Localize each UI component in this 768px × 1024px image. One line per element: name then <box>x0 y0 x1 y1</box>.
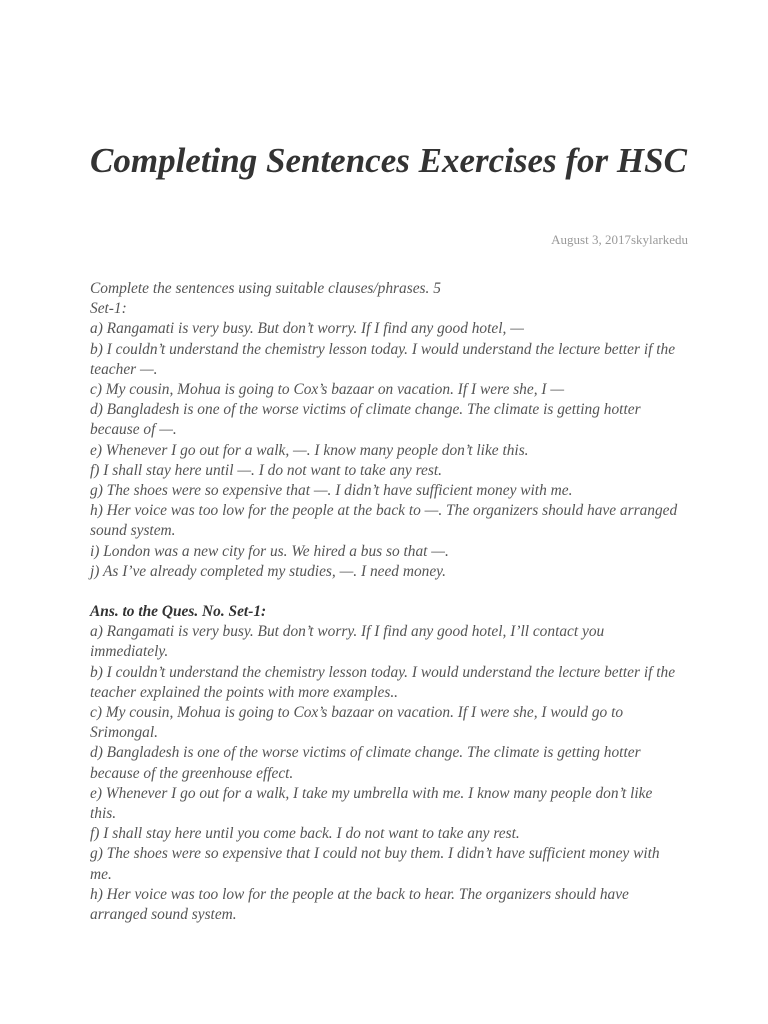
article-body <box>90 279 680 925</box>
question-item: i) London was a new city for us. We hired a bus so that —. <box>90 542 449 560</box>
question-item: f) I shall stay here until —. I do not want to take any rest. <box>90 461 442 479</box>
post-author[interactable]: skylarkedu <box>630 232 688 247</box>
instruction: Complete the sentences using suitable clauses/phrases. 5 <box>90 280 441 297</box>
answer-item: h) Her voice was too low for the people at the back to hear. The organizers should have arranged sound system. <box>90 885 629 924</box>
question-item: c) My cousin, Mohua is going to Cox’s bazaar on vacation. If I were she, I — <box>90 381 565 399</box>
page-title: Completing Sentences Exercises for HSC <box>90 141 687 180</box>
post-date[interactable]: August 3, 2017 <box>551 232 631 247</box>
set-label: Set-1: <box>90 300 127 318</box>
question-item: a) Rangamati is very busy. But don’t worry. If I find any good hotel, — <box>90 320 524 338</box>
answer-item: e) Whenever I go out for a walk, I take my umbrella with me. I know many people don’t like this. <box>90 784 653 823</box>
answer-item: a) Rangamati is very busy. But don’t worry. If I find any good hotel, I’ll contact you immediately. <box>90 623 605 661</box>
question-item: j) As I’ve already completed my studies, —. I need money. <box>90 562 447 580</box>
question-item: g) The shoes were so expensive that —. I didn’t have sufficient money with me. <box>90 482 573 500</box>
question-item: h) Her voice was too low for the people at the back to —. The organizers should have arranged sound system. <box>90 502 678 540</box>
answer-item: g) The shoes were so expensive that I could not buy them. I didn’t have sufficient money with me. <box>90 845 660 883</box>
post-meta <box>551 231 688 249</box>
answer-item: d) Bangladesh is one of the worse victims of climate change. The climate is getting hotter because of the greenhouse effect. <box>90 744 641 782</box>
answer-item: c) My cousin, Mohua is going to Cox’s bazaar on vacation. If I were she, I would go to Srimongal. <box>90 704 624 742</box>
question-item: e) Whenever I go out for a walk, —. I know many people don’t like this. <box>90 441 529 459</box>
answer-item: f) I shall stay here until you come back. I do not want to take any rest. <box>90 825 520 843</box>
paragraph-gap <box>90 582 680 602</box>
answers-heading: Ans. to the Ques. No. Set-1: <box>90 603 267 621</box>
question-item: b) I couldn’t understand the chemistry lesson today. I would understand the lecture better if the teacher —. <box>90 340 676 378</box>
question-item: d) Bangladesh is one of the worse victims of climate change. The climate is getting hotter because of —. <box>90 401 641 439</box>
answer-item: b) I couldn’t understand the chemistry lesson today. I would understand the lecture better if the teacher explained the points with more examples.. <box>90 663 676 701</box>
